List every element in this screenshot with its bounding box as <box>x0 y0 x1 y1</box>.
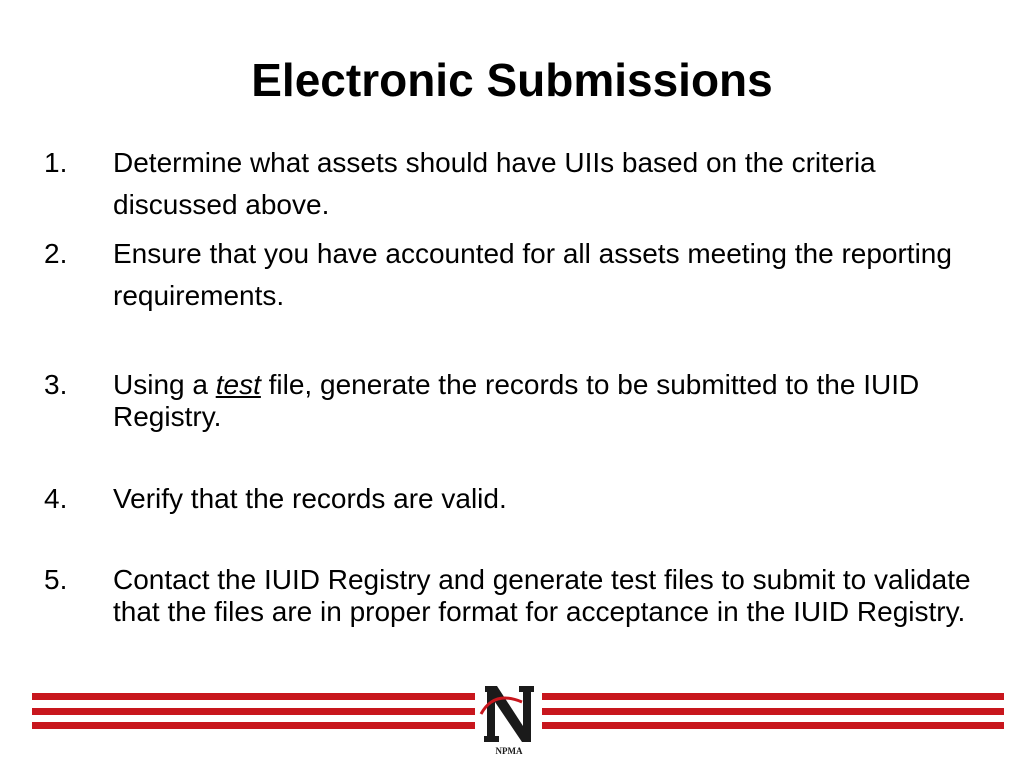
npma-logo <box>476 680 542 760</box>
stripe <box>32 722 475 729</box>
stripe <box>542 708 1004 715</box>
stripe <box>542 722 1004 729</box>
emphasized-word: test <box>215 369 261 400</box>
item-number: 1. <box>44 147 68 178</box>
stripe <box>542 693 1004 700</box>
item-text-post: file, generate the records to be submitted to the IUID Registry. <box>113 369 920 432</box>
item-text <box>113 369 993 433</box>
logo-text: NPMA <box>495 746 523 756</box>
npma-logo-icon <box>476 680 542 760</box>
item-text: Determine what assets should have UIIs based on the criteria discussed above. <box>113 147 876 220</box>
item-number: 2. <box>44 238 68 269</box>
slide-title: Electronic Submissions <box>251 54 773 106</box>
item-number: 5. <box>44 564 68 595</box>
item-number: 3. <box>44 369 68 400</box>
item-text: Verify that the records are valid. <box>113 483 507 514</box>
item-text: Contact the IUID Registry and generate test files to submit to validate that the files are in proper format for acceptance in the IUID Registry. <box>113 564 971 627</box>
stripe <box>32 693 475 700</box>
item-number: 4. <box>44 483 68 514</box>
stripe <box>32 708 475 715</box>
item-text-pre: Using a <box>113 369 216 400</box>
item-text: Ensure that you have accounted for all assets meeting the reporting requirements. <box>113 238 952 311</box>
